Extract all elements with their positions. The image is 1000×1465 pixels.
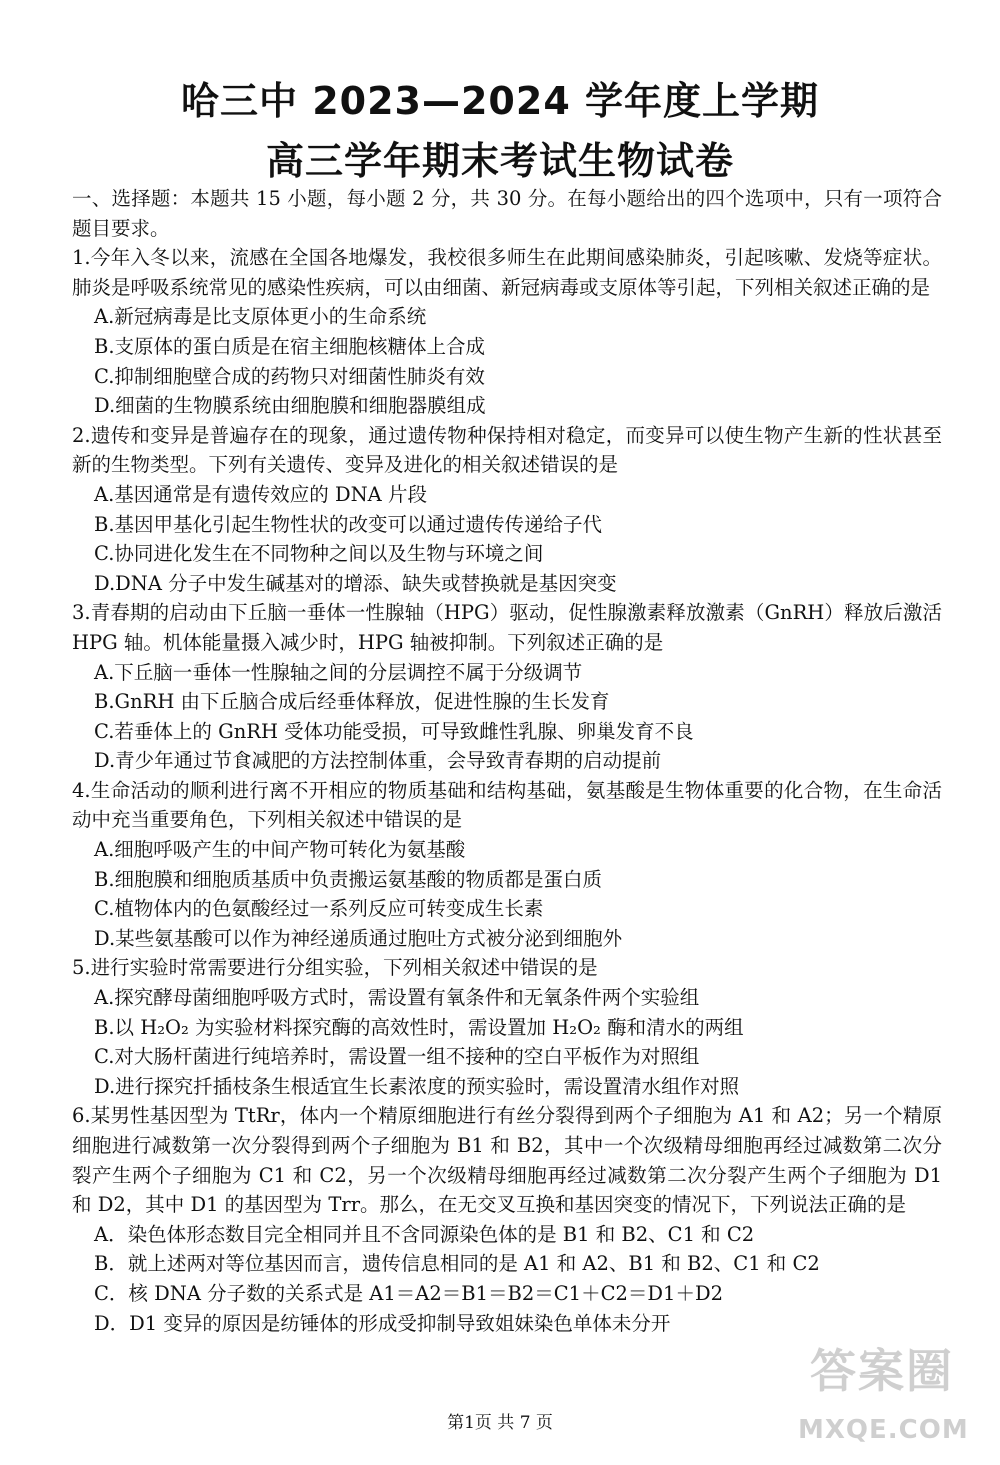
option-c: C．核 DNA 分子数的关系式是 A1＝A2＝B1＝B2＝C1＋C2＝D1＋D2: [94, 1281, 723, 1305]
watermark-logo-text: 答案圈: [810, 1344, 954, 1398]
option-b: B.细胞膜和细胞质基质中负责搬运氨基酸的物质都是蛋白质: [94, 867, 603, 891]
question-stem: 5.进行实验时常需要进行分组实验，下列相关叙述中错误的是: [72, 956, 598, 980]
option-b: B．就上述两对等位基因而言，遗传信息相同的是 A1 和 A2、B1 和 B2、C1 和 C2: [94, 1252, 820, 1276]
option-b: B.以 H₂O₂ 为实验材料探究酶的高效性时，需设置加 H₂O₂ 酶和清水的两组: [94, 1015, 744, 1039]
option-d: D.DNA 分子中发生碱基对的增添、缺失或替换就是基因突变: [94, 571, 617, 595]
option-a: A.探究酵母菌细胞呼吸方式时，需设置有氧条件和无氧条件两个实验组: [94, 986, 700, 1010]
question-6: [72, 1101, 942, 1338]
option-a: A．染色体形态数目完全相同并且不含同源染色体的是 B1 和 B2、C1 和 C2: [94, 1222, 755, 1246]
question-stem: 4.生命活动的顺利进行离不开相应的物质基础和结构基础，氨基酸是生物体重要的化合物，在生命活动中充当重要角色，下列相关叙述中错误的是: [72, 778, 942, 832]
option-b: B.GnRH 由下丘脑合成后经垂体释放，促进性腺的生长发育: [94, 690, 610, 714]
question-stem: 1.今年入冬以来，流感在全国各地爆发，我校很多师生在此期间感染肺炎，引起咳嗽、发烧等症状。肺炎是呼吸系统常见的感染性疾病，可以由细菌、新冠病毒或支原体等引起，下列相关叙述正确的是: [72, 246, 942, 299]
watermark-logo: [790, 1335, 980, 1445]
option-d: D．D1 变异的原因是纺锤体的形成受抑制导致姐妹染色单体未分开: [94, 1311, 671, 1335]
section-instruction: 一、选择题：本题共 15 小题，每小题 2 分，共 30 分。在每小题给出的四个选项中，只有一项符合题目要求。: [72, 187, 942, 240]
option-d: D.青少年通过节食减肥的方法控制体重，会导致青春期的启动提前: [94, 749, 662, 773]
option-c: C.若垂体上的 GnRH 受体功能受损，可导致雌性乳腺、卵巢发育不良: [94, 719, 694, 743]
exam-content: [72, 184, 942, 1338]
option-c: C.协同进化发生在不同物种之间以及生物与环境之间: [94, 542, 544, 566]
option-c: C.抑制细胞壁合成的药物只对细菌性肺炎有效: [94, 364, 485, 388]
question-stem: 6.某男性基因型为 TtRr，体内一个精原细胞进行有丝分裂得到两个子细胞为 A1 和 A2；另一个精原细胞进行减数第一次分裂得到两个子细胞为 B1 和 B2，其中一个次级精母细胞再经过减数第二次分裂产生两个子细胞为 C1 和 C2，另一个次级精母细胞再经过减数第二次分裂产生两个子细胞为 D1 和 D2，其中 D1 的基因型为 Trr。那么，在无交叉互换和基因突变的情况下，下列说法正确的是: [72, 1104, 942, 1217]
page-title: 哈三中 2023—2024 学年度上学期: [181, 79, 819, 123]
question-stem: 2.遗传和变异是普遍存在的现象，通过遗传物种保持相对稳定，而变异可以使生物产生新的性状甚至新的生物类型。下列有关遗传、变异及进化的相关叙述错误的是: [72, 423, 942, 477]
option-a: A.下丘脑一垂体一性腺轴之间的分层调控不属于分级调节: [94, 660, 583, 684]
option-d: D.进行探究扦插枝条生根适宜生长素浓度的预实验时，需设置清水组作对照: [94, 1074, 740, 1098]
page-number: 第1页 共 7 页: [447, 1413, 553, 1433]
question-2: [72, 421, 942, 599]
option-c: C.对大肠杆菌进行纯培养时，需设置一组不接种的空白平板作为对照组: [94, 1045, 700, 1069]
option-b: B.基因甲基化引起生物性状的改变可以通过遗传传递给子代: [94, 512, 603, 536]
option-a: A.新冠病毒是比支原体更小的生命系统: [94, 305, 427, 329]
watermark-url: MXQE.COM: [798, 1415, 969, 1445]
option-d: D.细菌的生物膜系统由细胞膜和细胞器膜组成: [94, 394, 486, 418]
question-stem: 3.青春期的启动由下丘脑一垂体一性腺轴（HPG）驱动，促性腺激素释放激素（GnRH）释放后激活 HPG 轴。机体能量摄入减少时，HPG 轴被抑制。下列叙述正确的是: [72, 601, 942, 654]
option-a: A.基因通常是有遗传效应的 DNA 片段: [94, 482, 427, 506]
option-b: B.支原体的蛋白质是在宿主细胞核糖体上合成: [94, 334, 486, 358]
question-5: [72, 953, 942, 1101]
option-d: D.某些氨基酸可以作为神经递质通过胞吐方式被分泌到细胞外: [94, 926, 623, 950]
question-1: [72, 243, 942, 421]
option-c: C.植物体内的色氨酸经过一系列反应可转变成生长素: [94, 897, 544, 921]
question-3: [72, 598, 942, 776]
page-subtitle: 高三学年期末考试生物试卷: [265, 139, 734, 183]
option-a: A.细胞呼吸产生的中间产物可转化为氨基酸: [94, 838, 466, 862]
question-4: [72, 776, 942, 954]
